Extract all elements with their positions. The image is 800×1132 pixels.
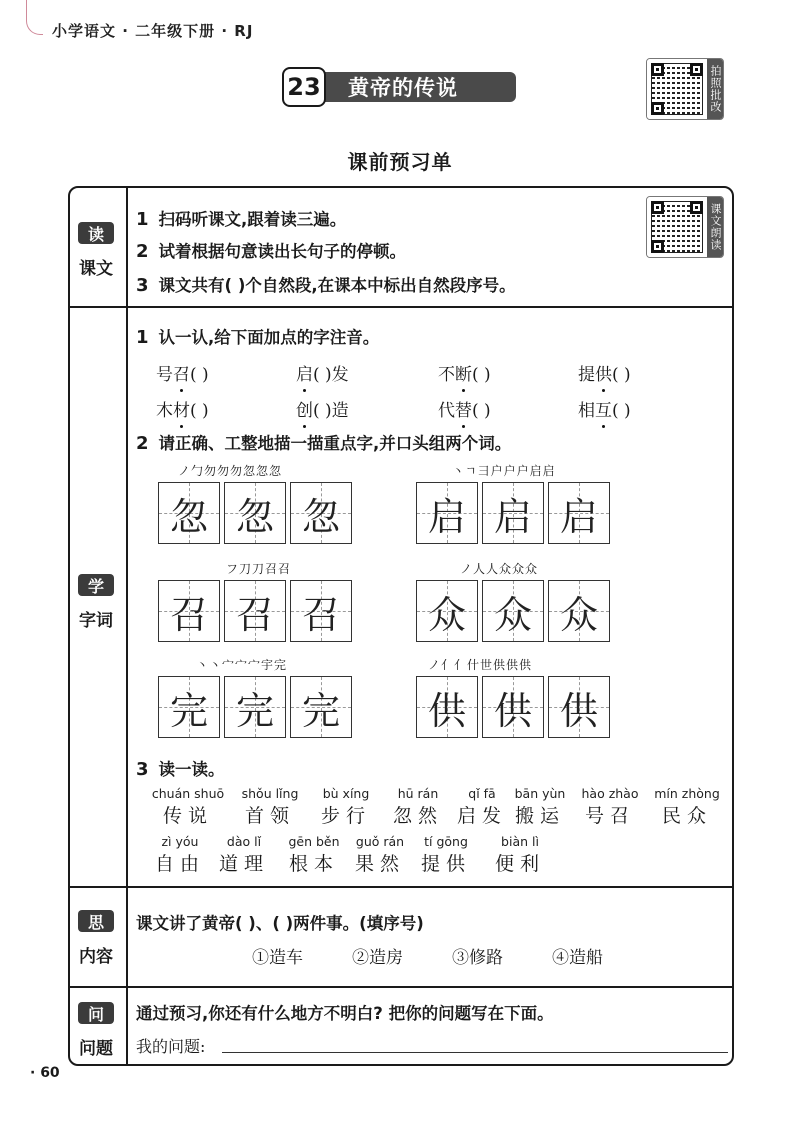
pinyin-item: 号召 ( ) [156, 360, 209, 385]
read-label: 课文 [79, 259, 113, 279]
read-item-1: 1 扫码听课文,跟着读三遍。 [136, 209, 347, 230]
reading-word: mín zhòng 民众 [654, 786, 720, 827]
reading-word: bān yùn 搬运 [514, 786, 566, 827]
tracing-cell[interactable]: 完 [158, 676, 220, 738]
pinyin-item: 提供 ( ) [578, 360, 631, 385]
option-item: ①造车 [252, 948, 303, 968]
pinyin-item: 启 ( )发 [296, 360, 349, 385]
lesson-number: 23 [282, 67, 326, 107]
tracing-cell[interactable]: 忽 [290, 482, 352, 544]
page-corner-mark [26, 0, 43, 35]
reading-word: zì yóu 自由 [154, 834, 205, 875]
words-task-1: 1 认一认,给下面加点的字注音。 [136, 327, 380, 348]
reading-word: dào lǐ 道理 [218, 834, 269, 875]
tracing-cell[interactable]: 供 [482, 676, 544, 738]
think-tag: 思 [78, 910, 114, 932]
qr-code-icon [647, 59, 707, 119]
qr-read-aloud[interactable] [646, 196, 724, 258]
ask-tag: 问 [78, 1002, 114, 1024]
tracing-grid [158, 482, 356, 544]
pinyin-item: 不断 ( ) [438, 360, 491, 385]
tracing-cell[interactable]: 启 [482, 482, 544, 544]
tracing-cell[interactable]: 启 [548, 482, 610, 544]
reading-word: tí gōng 提供 [420, 834, 471, 875]
tracing-cell[interactable]: 众 [482, 580, 544, 642]
tracing-cell[interactable]: 忽 [158, 482, 220, 544]
stroke-order: 丶ㄱ⺕户户户启启 [452, 464, 556, 478]
tracing-cell[interactable]: 召 [224, 580, 286, 642]
row-divider [70, 986, 732, 988]
tracing-cell[interactable]: 完 [290, 676, 352, 738]
tracing-grid [158, 676, 356, 738]
tracing-cell[interactable]: 供 [548, 676, 610, 738]
read-item-3: 3 课文共有( )个自然段,在课本中标出自然段序号。 [136, 275, 516, 296]
words-task-3: 3 读一读。 [136, 759, 225, 780]
reading-word: guǒ rán 果然 [354, 834, 405, 875]
book-title: 小学语文 · 二年级下册 · RJ [52, 22, 254, 40]
qr-read-label: 课文朗读 [707, 197, 723, 257]
stroke-order: フ刀刀召召 [226, 562, 292, 576]
reading-word: hū rán 忽然 [392, 786, 443, 827]
option-item: ③修路 [452, 948, 503, 968]
qr-grading[interactable] [646, 58, 724, 120]
option-item: ②造房 [352, 948, 403, 968]
pinyin-item: 代替 ( ) [438, 396, 491, 421]
reading-word: gēn běn 根本 [288, 834, 340, 875]
reading-word: bù xíng 步行 [320, 786, 371, 827]
sheet-title: 课前预习单 [347, 150, 453, 174]
read-item-2: 2 试着根据句意读出长句子的停顿。 [136, 241, 407, 262]
reading-word: chuán shuō 传说 [151, 786, 225, 827]
qr-code-icon [647, 197, 707, 257]
pinyin-item: 木材 ( ) [156, 396, 209, 421]
tracing-cell[interactable]: 完 [224, 676, 286, 738]
words-tag: 学 [78, 574, 114, 596]
tracing-cell[interactable]: 忽 [224, 482, 286, 544]
answer-label: 我的问题: [136, 1037, 206, 1056]
reading-word: hào zhào 号召 [581, 786, 639, 827]
think-label: 内容 [79, 947, 113, 967]
option-item: ④造船 [552, 948, 603, 968]
lesson-header [282, 67, 516, 107]
reading-word: biàn lì 便利 [494, 834, 545, 875]
ask-prompt: 通过预习,你还有什么地方不明白? 把你的问题写在下面。 [136, 1004, 554, 1023]
ask-label: 问题 [79, 1039, 113, 1059]
stroke-order: ノ勹勿勿勿忽忽忽 [178, 464, 283, 478]
words-label: 字词 [79, 611, 113, 631]
tracing-grid [416, 482, 614, 544]
stroke-order: ノ亻亻什世供供供 [428, 658, 533, 672]
row-divider [70, 306, 732, 308]
lesson-title: 黄帝的传说 [320, 72, 516, 102]
page-number: · 60 [30, 1065, 60, 1081]
read-tag: 读 [78, 222, 114, 244]
column-divider [126, 188, 128, 1064]
stroke-order: ノ人人众众众 [460, 562, 539, 576]
reading-word: qǐ fā 启发 [456, 786, 507, 827]
tracing-cell[interactable]: 启 [416, 482, 478, 544]
words-task-2: 2 请正确、工整地描一描重点字,并口头组两个词。 [136, 433, 512, 454]
tracing-cell[interactable]: 众 [416, 580, 478, 642]
stroke-order: 丶丶宀宀宀宇完 [196, 658, 288, 672]
qr-grading-label: 拍照批改 [707, 59, 723, 119]
tracing-cell[interactable]: 众 [548, 580, 610, 642]
pinyin-item: 创 ( )造 [296, 396, 349, 421]
tracing-cell[interactable]: 召 [290, 580, 352, 642]
pinyin-item: 相互 ( ) [578, 396, 631, 421]
tracing-grid [416, 676, 614, 738]
tracing-grid [158, 580, 356, 642]
answer-input-line[interactable] [222, 1052, 728, 1053]
think-question: 课文讲了黄帝( )、( )两件事。(填序号) [136, 914, 424, 933]
reading-word: shǒu lǐng 首领 [241, 786, 299, 827]
tracing-grid [416, 580, 614, 642]
tracing-cell[interactable]: 供 [416, 676, 478, 738]
row-divider [70, 886, 732, 888]
tracing-cell[interactable]: 召 [158, 580, 220, 642]
